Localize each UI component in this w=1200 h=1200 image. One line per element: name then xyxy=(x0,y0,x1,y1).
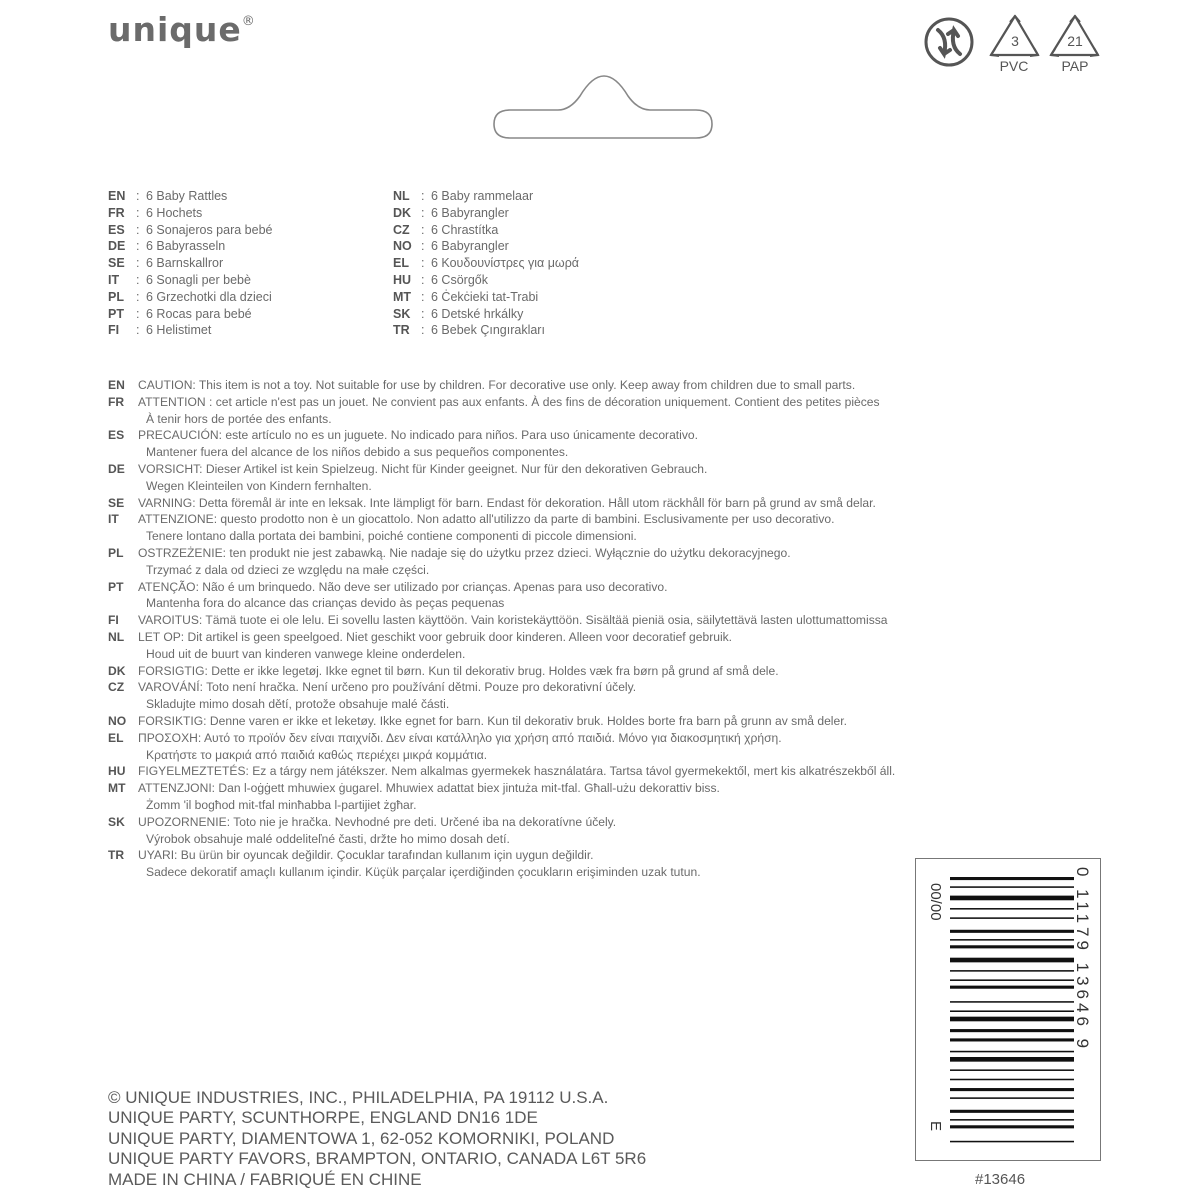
product-name-row xyxy=(393,272,579,289)
caution-text: FORSIKTIG: Denne varen er ikke et leketøy. Ikke egnet for barn. Kun til dekorativ bruk. Holdes borte fra barn på grunn av små deler. xyxy=(138,713,847,728)
caution-line xyxy=(108,763,1028,780)
language-code: PL xyxy=(108,289,124,304)
barcode-bar xyxy=(950,1079,1074,1081)
caution-line xyxy=(108,646,1028,663)
product-names-left xyxy=(108,188,272,339)
barcode-bar xyxy=(950,908,1074,910)
caution-text: Mantenha fora do alcance das crianças devido às peças pequenas xyxy=(146,596,505,611)
barcode-letter: E xyxy=(927,1121,944,1132)
product-name-row xyxy=(108,322,272,339)
product-name: 6 Babyrasseln xyxy=(146,239,226,254)
caution-text: UYARI: Bu ürün bir oyuncak değildir. Çocuklar tarafından kullanım için uygun değildir. xyxy=(138,848,594,863)
barcode-bar xyxy=(950,917,1074,919)
barcode-bar xyxy=(950,1110,1074,1113)
caution-text: Tenere lontano dalla portata dei bambini, poiché contiene componenti di piccole dimensioni. xyxy=(146,529,637,544)
caution-text: CAUTION: This item is not a toy. Not suitable for use by children. For decorative use only. Keep away from children due to small parts. xyxy=(138,378,856,392)
caution-line xyxy=(108,864,1028,881)
caution-text: ATTENTION : cet article n'est pas un jouet. Ne convient pas aux enfants. À des fins de décoration uniquement. Contient des petites pièces xyxy=(138,394,880,409)
pvc-label: PVC xyxy=(999,58,1029,74)
language-code: EL xyxy=(108,730,124,745)
caution-text: Żomm 'il bogħod mit-tfal minħabba l-partijiet żgħar. xyxy=(146,797,417,812)
language-code: DK xyxy=(393,205,412,220)
caution-line xyxy=(108,629,1028,646)
address-line: UNIQUE PARTY, DIAMENTOWA 1, 62-052 KOMORNIKI, POLAND xyxy=(108,1128,615,1148)
language-code: FI xyxy=(108,613,119,628)
caution-line xyxy=(108,562,1028,579)
caution-text: Wegen Kleinteilen von Kindern fernhalten. xyxy=(146,478,372,493)
barcode-bar xyxy=(950,939,1074,941)
caution-line xyxy=(108,814,1028,831)
pap-label: PAP xyxy=(1061,58,1089,74)
barcode-bar xyxy=(950,1119,1074,1121)
language-code: DK xyxy=(108,663,126,678)
separator: : xyxy=(136,306,140,321)
language-code: SE xyxy=(108,256,125,271)
product-name-row xyxy=(108,272,272,289)
product-name: 6 Bebek Çıngırakları xyxy=(431,323,545,338)
barcode-bar xyxy=(950,930,1074,933)
caution-line xyxy=(108,696,1028,713)
barcode-bar xyxy=(950,970,1074,972)
barcode-box xyxy=(915,858,1101,1161)
caution-line xyxy=(108,847,1028,864)
language-code: IT xyxy=(108,272,120,287)
product-name: 6 Barnskallror xyxy=(146,256,224,271)
product-name-row xyxy=(108,255,272,272)
caution-text: UPOZORNENIE: Toto nie je hračka. Nevhodné pre deti. Určené iba na dekoratívne účely. xyxy=(138,814,617,829)
sku-number: #13646 xyxy=(975,1171,1026,1188)
product-name-row xyxy=(393,306,579,323)
separator: : xyxy=(136,256,140,271)
language-code: MT xyxy=(108,781,126,796)
caution-block xyxy=(108,377,1028,881)
caution-text: FIGYELMEZTETÉS: Ez a tárgy nem játékszer. Nem alkalmas gyermekek használatára. Tartsa távol gyermekektől, mert kis alkatrészekből áll. xyxy=(138,764,896,779)
separator: : xyxy=(421,289,425,304)
caution-line xyxy=(108,461,1028,478)
product-name: 6 Baby rammelaar xyxy=(431,189,534,203)
language-code: TR xyxy=(108,848,125,863)
brand-logo xyxy=(108,10,256,49)
caution-line xyxy=(108,444,1028,461)
separator: : xyxy=(421,272,425,287)
language-code: ES xyxy=(108,222,125,237)
address-line: UNIQUE PARTY, SCUNTHORPE, ENGLAND DN16 1DE xyxy=(108,1108,538,1128)
caution-text: PRECAUCIÓN: este artículo no es un juguete. No indicado para niños. Para uso únicamente decorativo. xyxy=(138,428,698,443)
language-code: ES xyxy=(108,428,125,443)
separator: : xyxy=(136,272,140,287)
caution-text: Houd uit de buurt van kinderen vanwege kleine onderdelen. xyxy=(146,646,466,661)
caution-text: Trzymać z dala od dzieci ze względu na małe części. xyxy=(146,562,430,577)
language-code: SE xyxy=(108,495,125,510)
barcode-bar xyxy=(950,1125,1074,1128)
recycle-triangle-icon-pap xyxy=(1051,16,1098,56)
barcode-bar xyxy=(950,979,1074,981)
barcode-bar xyxy=(950,958,1074,963)
brand-name: unique xyxy=(108,10,242,49)
separator: : xyxy=(136,189,140,203)
caution-text: OSTRZEŻENIE: ten produkt nie jest zabawką. Nie nadaje się do użytku przez dzieci. Wyłącznie do użytku dekoracyjnego. xyxy=(138,545,791,560)
product-name-row xyxy=(108,222,272,239)
separator: : xyxy=(136,205,140,220)
caution-line xyxy=(108,780,1028,797)
barcode-bar xyxy=(950,877,1074,880)
barcode xyxy=(950,877,1080,1147)
recycling-symbols xyxy=(924,12,1104,87)
product-name: 6 Sonagli per bebè xyxy=(146,272,251,287)
language-code: FI xyxy=(108,323,120,338)
barcode-bar xyxy=(950,1097,1074,1099)
product-name: 6 Babyrangler xyxy=(431,205,509,220)
caution-line xyxy=(108,411,1028,428)
language-code: CZ xyxy=(393,222,410,237)
language-code: PT xyxy=(108,579,124,594)
language-code: MT xyxy=(393,289,412,304)
language-code: NL xyxy=(108,629,125,644)
barcode-bar xyxy=(950,1051,1074,1053)
product-name-row xyxy=(108,289,272,306)
caution-text: ATTENZJONI: Dan l-oġġett mhuwiex ġugarel. Mhuwiex adattat biex jintuża mit-tfal. Għall-użu dekorattiv biss. xyxy=(138,781,720,796)
caution-line xyxy=(108,478,1028,495)
caution-text: Skladujte mimo dosah dětí, protože obsahuje malé části. xyxy=(146,697,450,712)
caution-text: VORSICHT: Dieser Artikel ist kein Spielzeug. Nicht für Kinder geeignet. Nur für den dekorativen Gebrauch. xyxy=(138,461,708,476)
barcode-bar xyxy=(950,1017,1074,1022)
language-code: NO xyxy=(393,239,412,254)
caution-line xyxy=(108,612,1028,629)
product-name: 6 Grzechotki dla dzieci xyxy=(146,289,272,304)
language-code: SK xyxy=(108,814,125,829)
caution-line xyxy=(108,394,1028,411)
separator: : xyxy=(421,189,425,203)
caution-line xyxy=(108,595,1028,612)
barcode-bar xyxy=(950,1069,1074,1071)
separator: : xyxy=(421,239,425,254)
separator: : xyxy=(421,306,425,321)
barcode-bar xyxy=(950,1001,1074,1003)
language-code: NL xyxy=(393,189,410,203)
address-block xyxy=(108,1088,646,1190)
product-name: 6 Κουδουνίστρες για μωρά xyxy=(431,256,580,271)
product-name-row xyxy=(393,255,579,272)
separator: : xyxy=(136,289,140,304)
barcode-digits: 0 11179 13646 9 xyxy=(1073,867,1092,1053)
address-line: UNIQUE PARTY FAVORS, BRAMPTON, ONTARIO, CANADA L6T 5R6 xyxy=(108,1149,647,1169)
language-code: EL xyxy=(393,256,409,271)
barcode-bar xyxy=(950,886,1074,888)
barcode-bar xyxy=(950,1088,1074,1091)
separator: : xyxy=(421,222,425,237)
language-code: IT xyxy=(108,512,119,527)
product-name: 6 Csörgők xyxy=(431,272,488,287)
barcode-bar xyxy=(950,896,1074,901)
caution-text: FORSIGTIG: Dette er ikke legetøj. Ikke egnet til børn. Kun til dekorativ brug. Holdes væk fra børn på grund af små dele. xyxy=(138,663,779,678)
pap-number: 21 xyxy=(1067,33,1083,49)
caution-line xyxy=(108,511,1028,528)
barcode-bar xyxy=(950,1010,1074,1012)
language-code: DE xyxy=(108,239,126,254)
language-code: PT xyxy=(108,306,124,321)
product-name-row xyxy=(108,205,272,222)
caution-text: VARNING: Detta föremål är inte en leksak. Inte lämpligt för barn. Endast för dekoration. Håll utom räckhåll för barn på grund av små delar. xyxy=(138,495,876,510)
product-name-row xyxy=(393,238,579,255)
language-code: EN xyxy=(108,189,126,203)
separator: : xyxy=(136,323,140,338)
product-name: 6 Babyrangler xyxy=(431,239,509,254)
product-name: 6 Hochets xyxy=(146,205,203,220)
language-code: FR xyxy=(108,205,125,220)
caution-line xyxy=(108,663,1028,680)
separator: : xyxy=(136,222,140,237)
language-code: CZ xyxy=(108,680,125,695)
barcode-date-code: 00/00 xyxy=(927,883,944,921)
address-line: © UNIQUE INDUSTRIES, INC., PHILADELPHIA, PA 19112 U.S.A. xyxy=(108,1088,609,1107)
language-code: DE xyxy=(108,461,125,476)
language-code: FR xyxy=(108,394,125,409)
product-names-right xyxy=(393,188,579,339)
product-name-row xyxy=(393,322,579,339)
green-dot-icon xyxy=(926,19,972,65)
product-name: 6 Rocas para bebé xyxy=(146,306,252,321)
product-name-row xyxy=(108,238,272,255)
product-name: 6 Chrastítka xyxy=(431,222,499,237)
separator: : xyxy=(421,256,425,271)
caution-line xyxy=(108,377,1028,394)
caution-line xyxy=(108,713,1028,730)
language-code: NO xyxy=(108,713,127,728)
separator: : xyxy=(421,205,425,220)
caution-text: Sadece dekoratif amaçlı kullanım içindir. Küçük parçalar içerdiğinden çocukların erişiminden uzak tutun. xyxy=(146,865,701,880)
caution-line xyxy=(108,831,1028,848)
hanger-hole-outline xyxy=(490,74,720,144)
product-name: 6 Helistimet xyxy=(146,323,212,338)
caution-line xyxy=(108,797,1028,814)
product-name: 6 Baby Rattles xyxy=(146,189,228,203)
language-code: TR xyxy=(393,323,410,338)
product-name: 6 Sonajeros para bebé xyxy=(146,222,273,237)
product-name: 6 Detské hrkálky xyxy=(431,306,524,321)
caution-line xyxy=(108,427,1028,444)
caution-line xyxy=(108,495,1028,512)
pvc-number: 3 xyxy=(1011,33,1019,49)
caution-line xyxy=(108,747,1028,764)
caution-text: VAROVÁNÍ: Toto není hračka. Není určeno pro používání dětmi. Pouze pro dekorativní účely. xyxy=(138,680,637,695)
product-name-row xyxy=(393,205,579,222)
registered-mark: ® xyxy=(241,14,256,29)
language-code: SK xyxy=(393,306,411,321)
barcode-bar xyxy=(950,1057,1074,1062)
caution-line xyxy=(108,579,1028,596)
address-line: MADE IN CHINA / FABRIQUÉ EN CHINE xyxy=(108,1169,422,1189)
product-name-row xyxy=(393,289,579,306)
barcode-bar xyxy=(950,1029,1074,1032)
caution-text: ΠΡΟΣΟΧΗ: Αυτό το προϊόν δεν είναι παιχνίδι. Δεν είναι κατάλληλο για χρήση από παιδιά. Μόνο για διακοσμητική χρήση. xyxy=(138,730,782,745)
caution-text: VAROITUS: Tämä tuote ei ole lelu. Ei sovellu lasten käyttöön. Vain koristekäyttöön. Sisältää pieniä osia, säilytettävä lasten ulottumattomissa xyxy=(138,613,888,628)
recycle-triangle-icon-pvc xyxy=(991,16,1038,56)
product-name-row xyxy=(108,188,272,205)
barcode-bar xyxy=(950,1141,1074,1143)
caution-line xyxy=(108,730,1028,747)
barcode-bar xyxy=(950,1038,1074,1041)
caution-line xyxy=(108,528,1028,545)
language-code: PL xyxy=(108,545,124,560)
separator: : xyxy=(136,239,140,254)
product-name-row xyxy=(108,306,272,323)
barcode-bar xyxy=(950,945,1074,948)
caution-text: Mantener fuera del alcance de los niños debido a sus pequeños componentes. xyxy=(146,445,569,460)
product-name-row xyxy=(393,188,579,205)
language-code: EN xyxy=(108,378,125,392)
product-name-row xyxy=(393,222,579,239)
caution-text: Výrobok obsahuje malé oddeliteľné časti, držte ho mimo dosah detí. xyxy=(146,831,510,846)
caution-line xyxy=(108,679,1028,696)
language-code: HU xyxy=(108,764,126,779)
caution-text: ATTENZIONE: questo prodotto non è un giocattolo. Non adatto all'utilizzo da parte di bambini. Esclusivamente per uso decorativo. xyxy=(138,512,835,527)
separator: : xyxy=(421,323,425,338)
language-code: HU xyxy=(393,272,412,287)
caution-text: LET OP: Dit artikel is geen speelgoed. Niet geschikt voor gebruik door kinderen. Alleen voor decoratief gebruik. xyxy=(138,629,733,644)
barcode-bar xyxy=(950,986,1074,989)
product-name: 6 Ċekċieki tat-Trabi xyxy=(431,289,539,304)
caution-text: ATENÇÃO: Não é um brinquedo. Não deve ser utilizado por crianças. Apenas para uso decorativo. xyxy=(138,579,668,594)
caution-line xyxy=(108,545,1028,562)
caution-text: Κρατήστε το μακριά από παιδιά καθώς περιέχει μικρά κομμάτια. xyxy=(146,747,488,762)
caution-text: À tenir hors de portée des enfants. xyxy=(146,411,332,426)
